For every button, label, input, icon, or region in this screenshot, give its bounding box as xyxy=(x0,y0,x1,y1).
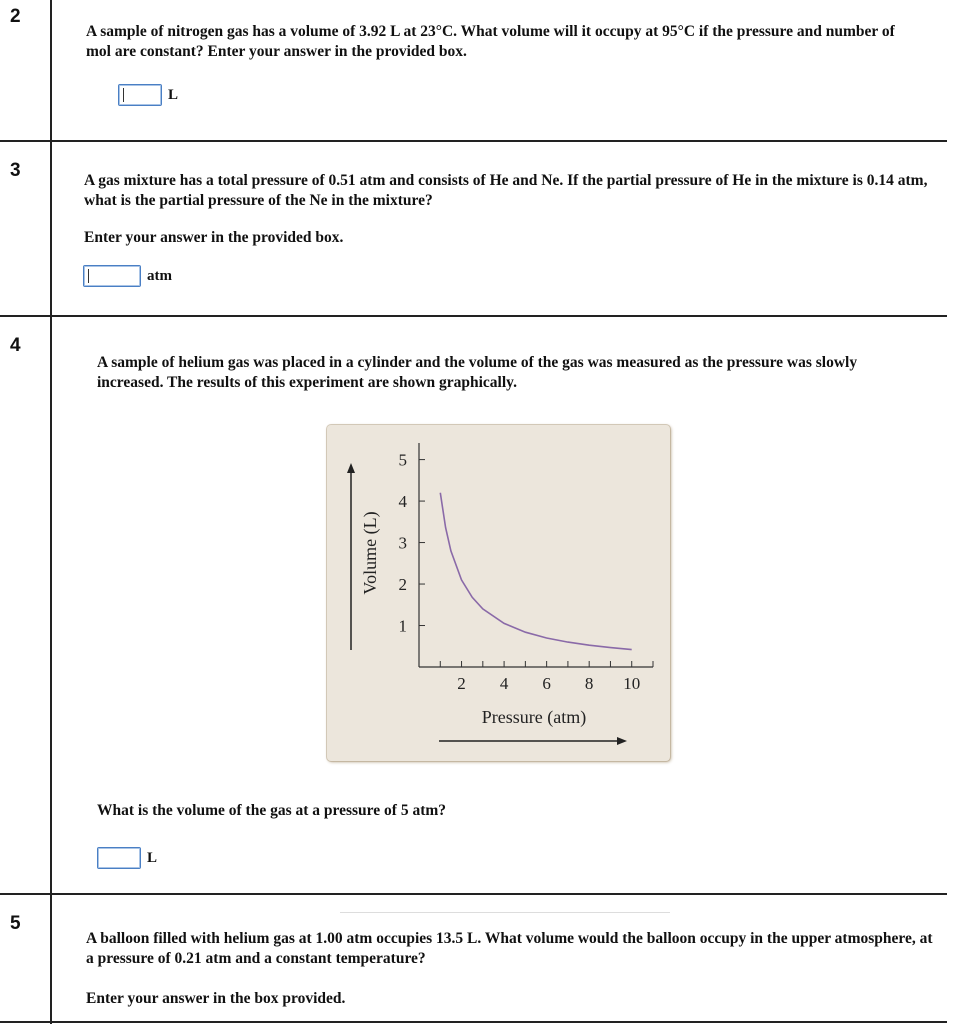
unit-label: L xyxy=(168,86,179,103)
x-axis-label: Pressure (atm) xyxy=(481,707,587,727)
answer-input[interactable] xyxy=(83,265,141,287)
x-tick-label: 6 xyxy=(542,674,551,693)
answer-input[interactable] xyxy=(118,84,162,106)
x-tick-label: 2 xyxy=(457,674,466,693)
x-tick-label: 8 xyxy=(584,674,594,693)
x-tick-label: 10 xyxy=(623,674,641,693)
pressure-volume-chart xyxy=(327,425,670,761)
question-text: A gas mixture has a total pressure of 0.51 atm and consists of He and Ne. If the partial pressure of He in the mixture is 0.14 atm, what is the partial pressure of the Ne in the mixture? xyxy=(84,172,928,209)
y-tick-label: 2 xyxy=(398,575,407,595)
answer-input[interactable] xyxy=(97,847,141,869)
y-axis-label: Volume (L) xyxy=(360,511,380,595)
x-tick-label: 4 xyxy=(499,674,509,693)
text-caret xyxy=(88,269,89,283)
chart-axes xyxy=(419,443,653,667)
question-number: 2 xyxy=(10,6,21,27)
question-number: 3 xyxy=(10,160,21,181)
y-tick-label: 5 xyxy=(398,450,407,470)
answer-row xyxy=(83,265,172,287)
question-instruction: Enter your answer in the box provided. xyxy=(86,990,346,1007)
question-number: 4 xyxy=(10,335,21,356)
question-followup: What is the volume of the gas at a pressure of 5 atm? xyxy=(97,802,447,819)
section-divider xyxy=(0,893,947,895)
y-tick-label: 1 xyxy=(398,616,407,636)
answer-row xyxy=(118,84,178,106)
unit-label: L xyxy=(147,849,158,866)
section-divider xyxy=(0,140,947,142)
text-caret xyxy=(123,88,124,102)
x-axis-arrowhead xyxy=(617,737,627,745)
data-series-line xyxy=(440,493,631,650)
y-tick-label: 3 xyxy=(398,533,407,553)
y-axis-arrowhead xyxy=(347,463,355,473)
chart-card xyxy=(327,425,670,761)
question-instruction: Enter your answer in the provided box. xyxy=(84,229,344,246)
question-text: A balloon filled with helium gas at 1.00 atm occupies 13.5 L. What volume would the balloon occupy in the upper atmosphere, at a pressure of 0.21 atm and a constant temperature? xyxy=(86,930,933,967)
answer-row xyxy=(97,847,157,869)
question-number: 5 xyxy=(10,913,21,934)
question-number-column xyxy=(0,0,52,1024)
question-text: A sample of helium gas was placed in a cylinder and the volume of the gas was measured as the pressure was slowly increased. The results of this experiment are shown graphically. xyxy=(97,354,858,391)
faint-divider xyxy=(340,912,670,913)
section-divider xyxy=(0,315,947,317)
question-text: A sample of nitrogen gas has a volume of 3.92 L at 23°C. What volume will it occupy at 95°C if the pressure and number of mol are constant? Enter your answer in the provided box. xyxy=(86,23,895,60)
section-divider xyxy=(0,1021,947,1023)
y-tick-label: 4 xyxy=(398,492,407,512)
unit-label: atm xyxy=(147,267,172,284)
